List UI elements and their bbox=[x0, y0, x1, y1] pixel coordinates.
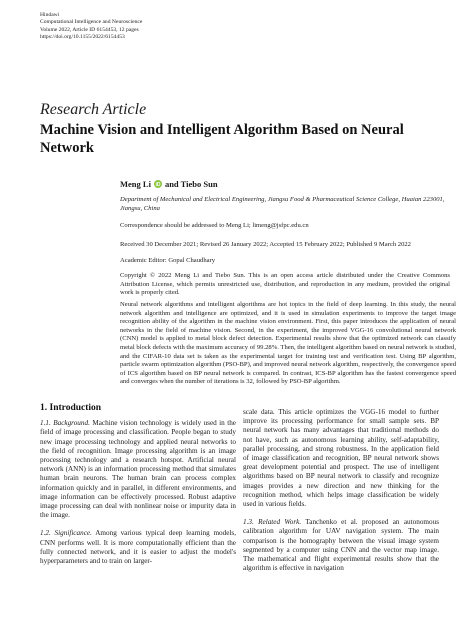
paragraph-related-work bbox=[243, 518, 439, 573]
academic-editor: Academic Editor: Gopal Chaudhary bbox=[120, 257, 216, 264]
left-column bbox=[40, 404, 236, 566]
author-line bbox=[120, 179, 218, 189]
abstract: Neural network algorithms and intelligent algorithms are hot topics in the field of deep learning. In this study, the neural network algorithm and intelligence are optimized, and it is used in simulation experiments to improve the target image recognition ability of the algorithm in the machine vision environment. First, this paper introduces the application of neural networks in the field of machine vision. Second, in the experiment, the improved VGG-16 convolutional neural network (CNN) model is applied to metal block defect detection. Experimental results show that the optimized network can classify metal block defects with the maximum accuracy of 99.28%. Then, the intelligent algorithm based on neural network is studied, and the CIFAR-10 data set is taken as the experimental target for training test and verification test. Using BP algorithm, particle swarm optimization algorithm (PSO-BP), and improved neural network algorithm, respectively, the convergence speed of ICS algorithm based on BP neural network is compared. In contrast, ICS-BP algorithm has the fastest convergence speed and converges when the number of iterations is 32, followed by PSO-BP algorithm. bbox=[120, 301, 456, 386]
publication-dates: Received 30 December 2021; Revised 26 January 2022; Accepted 15 February 2022; Published 9 March 2022 bbox=[120, 241, 411, 248]
author-tiebo-sun[interactable]: and Tiebo Sun bbox=[164, 179, 218, 189]
doi-link[interactable]: https://doi.org/10.1155/2022/6154453 bbox=[40, 34, 125, 41]
paragraph-text: Tanchenko et al. proposed an autonomous calibration algorithm for UAV navigation system. The main comparison is the homography between the visual image system segmented by a computer using CNN and the vector map image. The mathematical and flight experimental results show that the algorithm is effective in navigation bbox=[243, 518, 439, 573]
subsection-label-background: 1.1. Background. bbox=[40, 419, 90, 428]
right-column bbox=[243, 408, 439, 573]
article-title: Machine Vision and Intelligent Algorithm Based on Neural Network bbox=[40, 122, 404, 156]
section-heading-introduction: 1. Introduction bbox=[40, 403, 102, 413]
subsection-label-related-work: 1.3. Related Work. bbox=[243, 518, 302, 527]
copyright-notice: Copyright © 2022 Meng Li and Tiebo Sun. This is an open access article distributed under the Creative Commons Attribution License, which permits unrestricted use, distribution, and reproduction in any medium, provided the original work is properly cited. bbox=[120, 272, 450, 297]
orcid-icon[interactable] bbox=[154, 180, 162, 188]
paragraph-text: Among various typical deep learning models, CNN performs well. It is more computationally efficient than the fully connected network, and it is easier to adjust the model's hyperparameters and to train on larger- bbox=[40, 529, 237, 566]
correspondence: Correspondence should be addressed to Meng Li; limeng@jsfpc.edu.cn bbox=[120, 222, 309, 229]
journal-name: Computational Intelligence and Neuroscience bbox=[40, 19, 143, 26]
article-type: Research Article bbox=[40, 101, 147, 118]
paragraph-significance bbox=[40, 529, 236, 566]
author-meng-li[interactable]: Meng Li bbox=[120, 179, 151, 189]
affiliation: Department of Mechanical and Electrical Engineering, Jiangsu Food & Pharmaceutical Science College, Huaian 223001, Jiangsu, China bbox=[120, 196, 445, 212]
paragraph-text: Machine vision technology is widely used in the field of image processing and classification. People began to study new image processing technology and applied neural networks to the field of recognition. Image processing algorithm is an image processing technology and a research hotspot. Artificial neural network (ANN) is an information processing method that simulates human brain neurons. The human brain can process complex information quickly and in parallel, in different environments, and image information can be effectively processed. Robust adaptive image processing can deal with nonlinear noise or impurity data in the image. bbox=[40, 419, 236, 520]
svg-text:iD: iD bbox=[155, 182, 161, 188]
paragraph-continued: scale data. This article optimizes the VGG-16 model to further improve its processing performance for small sample sets. BP neural network has many advantages that traditional methods do not have, such as autonomous learning ability, self-adaptability, parallel processing, and strong robustness. In the application field of image classification and recognition, BP neural network shows great development potential and prospect. The use of intelligent algorithms based on BP neural network to classify and recognize images provides a new direction and new thinking for the recognition method, which helps image classification be widely used in various fields. bbox=[243, 408, 439, 509]
publisher-name: Hindawi bbox=[40, 12, 60, 18]
journal-header bbox=[40, 12, 142, 42]
paragraph-background bbox=[40, 419, 236, 520]
subsection-label-significance: 1.2. Significance. bbox=[40, 529, 92, 538]
volume-info: Volume 2022, Article ID 6154453, 12 pages bbox=[40, 26, 139, 33]
